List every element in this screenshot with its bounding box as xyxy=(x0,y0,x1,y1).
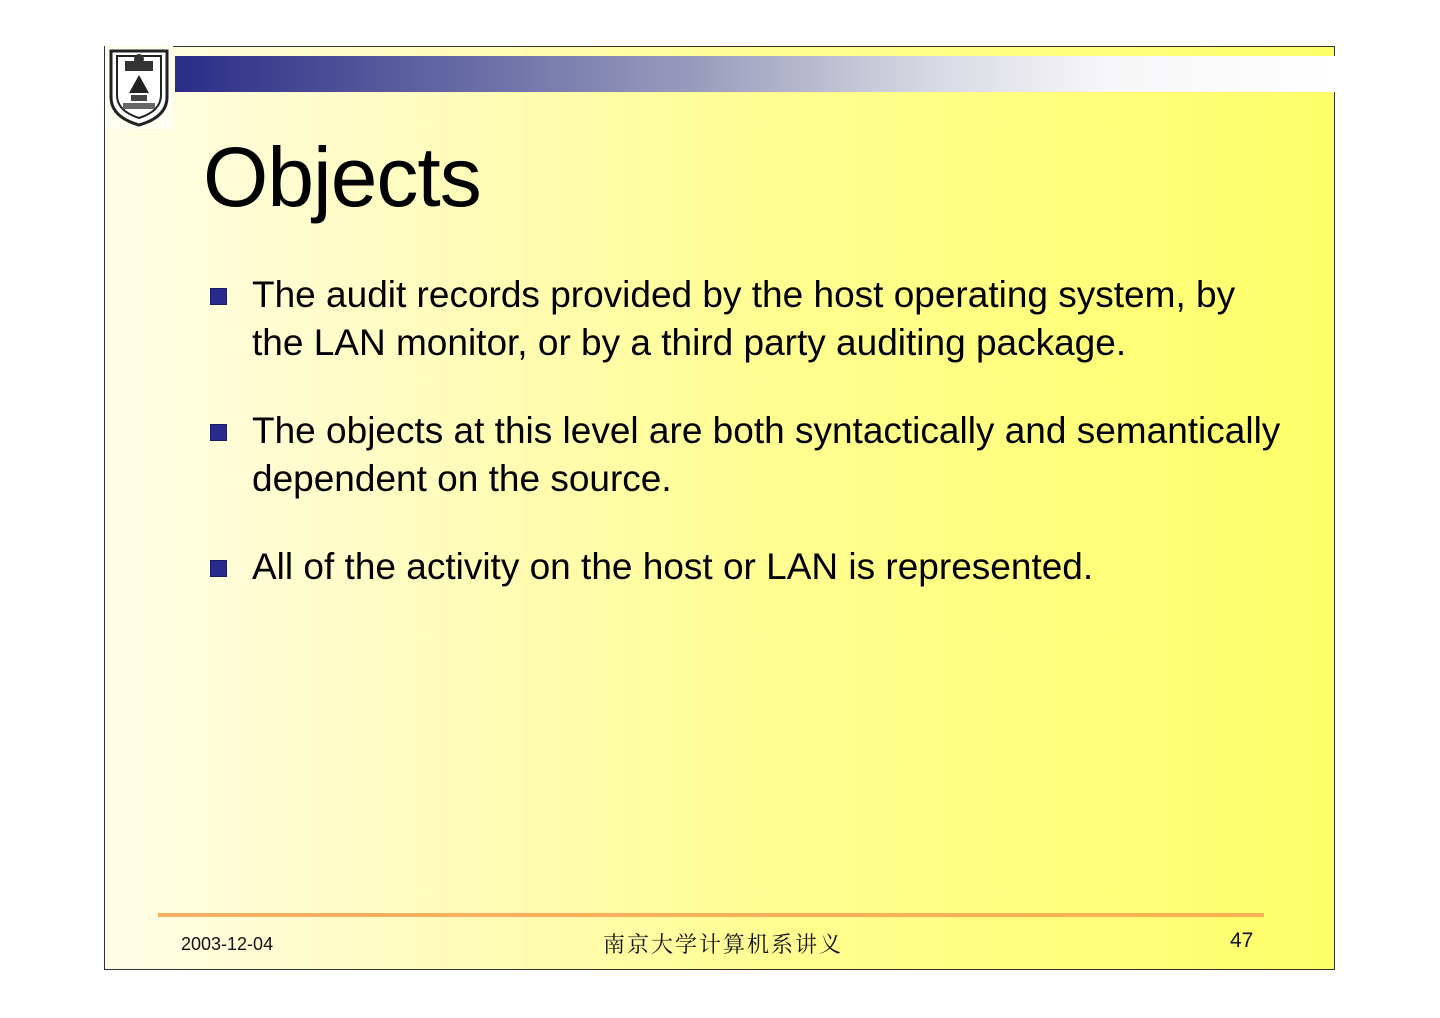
footer-divider xyxy=(158,913,1264,917)
footer-course-title: 南京大学计算机系讲义 xyxy=(603,933,844,958)
header-gradient-band xyxy=(175,56,1335,92)
square-bullet-icon xyxy=(210,560,227,577)
slide xyxy=(104,46,1335,970)
square-bullet-icon xyxy=(210,288,227,305)
page-number: 47 xyxy=(1230,929,1254,952)
bullet-item xyxy=(205,543,1285,591)
bullet-list xyxy=(205,271,1285,631)
bullet-text: The audit records provided by the host operating system, by the LAN monitor, or by a third party auditing package. xyxy=(252,274,1236,363)
university-seal-icon xyxy=(105,45,173,129)
bullet-item xyxy=(205,407,1285,503)
bullet-text: All of the activity on the host or LAN is represented. xyxy=(252,546,1094,587)
bullet-text: The objects at this level are both syntactically and semantically dependent on the source. xyxy=(252,410,1281,499)
footer-date: 2003-12-04 xyxy=(181,934,274,954)
square-bullet-icon xyxy=(210,424,227,441)
bullet-item xyxy=(205,271,1285,367)
slide-title: Objects xyxy=(203,130,481,224)
